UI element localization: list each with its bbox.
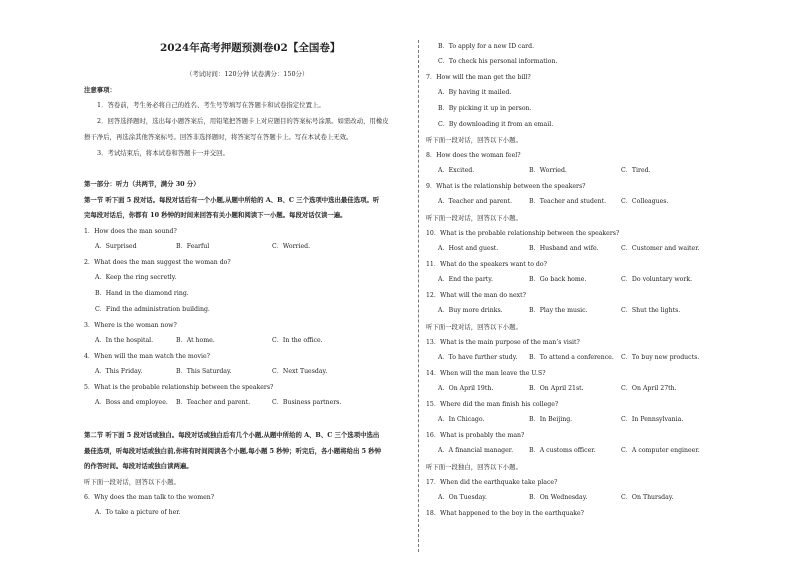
q17-option-b: B．On Wednesday.: [529, 494, 588, 501]
q8-option-b: B．Worried.: [529, 167, 567, 174]
q5-option-c: C．Business partners.: [272, 399, 342, 406]
q10-option-c: C．Customer and waiter.: [621, 245, 700, 252]
q15-option-b: B．In Beijing.: [529, 416, 573, 423]
q2-option-c: C．Find the administration building.: [95, 306, 210, 313]
question-8: 8．How does the woman feel?: [426, 152, 521, 159]
section-2-instruction: 第二节 听下面 5 段对话或独白。每段对话或独白后有几个小题,从题中所给的 A、B、C 三个选项中选出: [84, 431, 380, 439]
q7-option-b: B．By picking it up in person.: [438, 105, 532, 112]
question-5: 5．What is the probable relationship between the speakers?: [84, 384, 274, 391]
q4-option-b: B．This Saturday.: [176, 368, 232, 375]
q6-option-b: B．To apply for a new ID card.: [438, 43, 535, 50]
q9-option-c: C．Colleagues.: [621, 198, 669, 205]
section-1-instruction-cont: 完每段对话后，你都有 10 秒钟的时间来回答有关小题和阅读下一小题。每段对话仅读一遍。: [84, 211, 347, 219]
q4-option-a: A．This Friday.: [95, 368, 143, 375]
question-3: 3．Where is the woman now?: [84, 322, 177, 329]
listen-instruction-6: 听下面一段对话，回答以下小题。: [84, 478, 180, 486]
q3-option-a: A．In the hospital.: [95, 337, 154, 344]
q12-option-a: A．Buy more drinks.: [438, 307, 503, 314]
q2-option-a: A．Keep the ring secretly.: [95, 274, 177, 281]
listen-instruction-10: 听下面一段对话，回答以下小题。: [426, 214, 522, 222]
q17-option-a: A．On Tuesday.: [438, 494, 487, 501]
q5-option-b: B．Teacher and parent.: [176, 399, 251, 406]
section-1-instruction: 第一节 听下面 5 段对话。每段对话后有一个小题,从题中所给的 A、B、C 三个选项中选出最佳选项。听: [84, 196, 380, 204]
q8-option-a: A．Excited.: [438, 167, 475, 174]
q15-option-c: C．In Pennsylvania.: [621, 416, 684, 423]
section-2-instruction-cont-1: 最佳选项，听每段对话或独白前,你将有时间阅读各个小题,每小题 5 秒钟；听完后，各小题将给出 5 秒钟: [84, 447, 382, 455]
notes-heading: 注意事项：: [84, 86, 116, 94]
q5-option-a: A．Boss and employee.: [95, 399, 168, 406]
q14-option-b: B．On April 21st.: [529, 385, 584, 392]
q1-option-c: C．Worried.: [272, 243, 311, 250]
question-4: 4．When will the man watch the movie?: [84, 353, 210, 360]
note-2: 2．回答选择题时，选出每小题答案后，用铅笔把答题卡上对应题目的答案标号涂黑。如需改动，用橡皮: [97, 117, 389, 125]
q1-option-a: A．Surprised: [95, 243, 137, 250]
q7-option-c: C．By downloading it from an email.: [438, 121, 554, 128]
q16-option-a: A．A financial manager.: [438, 447, 514, 454]
note-2-cont: 擦干净后，再选涂其他答案标号。回答非选择题时，将答案写在答题卡上。写在本试卷上无效。: [84, 133, 353, 141]
q11-option-c: C．Do voluntary work.: [621, 276, 693, 283]
q6-option-c: C．To check his personal information.: [438, 58, 558, 65]
question-6: 6．Why does the man talk to the women?: [84, 494, 215, 501]
q13-option-a: A．To have further study.: [438, 354, 518, 361]
page-title: 2024年高考押题预测卷02【全国卷】: [160, 42, 341, 54]
listen-instruction-13: 听下面一段对话，回答以下小题。: [426, 323, 522, 331]
exam-subtitle: （考试时间：120分钟 试卷满分：150分）: [186, 70, 309, 78]
q2-option-b: B．Hand in the diamond ring.: [95, 290, 189, 297]
q9-option-a: A．Teacher and parent.: [438, 198, 512, 205]
q10-option-a: A．Host and guest.: [438, 245, 499, 252]
question-18: 18．What happened to the boy in the earthquake?: [426, 510, 584, 517]
q12-option-b: B．Play the music.: [529, 307, 588, 314]
q12-option-c: C．Shut the lights.: [621, 307, 681, 314]
question-1: 1．How does the man sound?: [84, 228, 177, 235]
q3-option-c: C．In the office.: [272, 337, 323, 344]
q8-option-c: C．Tired.: [621, 167, 651, 174]
q13-option-b: B．To attend a conference.: [529, 354, 614, 361]
q1-option-b: B．Fearful: [176, 243, 210, 250]
q6-option-a: A．To take a picture of her.: [95, 509, 181, 516]
q13-option-c: C．To buy new products.: [621, 354, 700, 361]
question-9: 9．What is the relationship between the speakers?: [426, 183, 586, 190]
q10-option-b: B．Husband and wife.: [529, 245, 599, 252]
column-divider: [418, 40, 419, 552]
q16-option-b: B．A customs officer.: [529, 447, 596, 454]
listen-instruction-17: 听下面一段独白，回答以下小题。: [426, 463, 522, 471]
question-2: 2．What does the man suggest the woman do?: [84, 259, 231, 266]
question-16: 16．What is probably the man?: [426, 432, 525, 439]
q14-option-c: C．On April 27th.: [621, 385, 677, 392]
q11-option-a: A．End the party.: [438, 276, 493, 283]
question-10: 10．What is the probable relationship between the speakers?: [426, 230, 620, 237]
question-15: 15．Where did the man finish his college?: [426, 401, 559, 408]
question-12: 12．What will the man do next?: [426, 292, 526, 299]
q15-option-a: A．In Chicago.: [438, 416, 485, 423]
q3-option-b: B．At home.: [176, 337, 215, 344]
q9-option-b: B．Teacher and student.: [529, 198, 607, 205]
section-2-instruction-cont-2: 的作答时间。每段对话或独白读两遍。: [84, 462, 193, 470]
question-7: 7．How will the man get the bill?: [426, 74, 531, 81]
q11-option-b: B．Go back home.: [529, 276, 587, 283]
q17-option-c: C．On Thursday.: [621, 494, 674, 501]
q16-option-c: C．A computer engineer.: [621, 447, 700, 454]
q7-option-a: A．By having it mailed.: [438, 89, 512, 96]
question-13: 13．What is the main purpose of the man’s visit?: [426, 339, 580, 346]
note-3: 3．考试结束后，将本试卷和答题卡一并交回。: [97, 149, 229, 157]
note-1: 1．答卷前，考生务必将自己的姓名、考生号等填写在答题卡和试卷指定位置上。: [97, 101, 325, 109]
q4-option-c: C．Next Tuesday.: [272, 368, 328, 375]
question-17: 17．When did the earthquake take place?: [426, 479, 558, 486]
question-11: 11．What do the speakers want to do?: [426, 261, 547, 268]
q14-option-a: A．On April 19th.: [438, 385, 494, 392]
listen-instruction-8: 听下面一段对话，回答以下小题。: [426, 136, 522, 144]
question-14: 14．When will the man leave the U.S?: [426, 370, 546, 377]
part-1-heading: 第一部分：听力（共两节，满分 30 分）: [84, 180, 200, 188]
